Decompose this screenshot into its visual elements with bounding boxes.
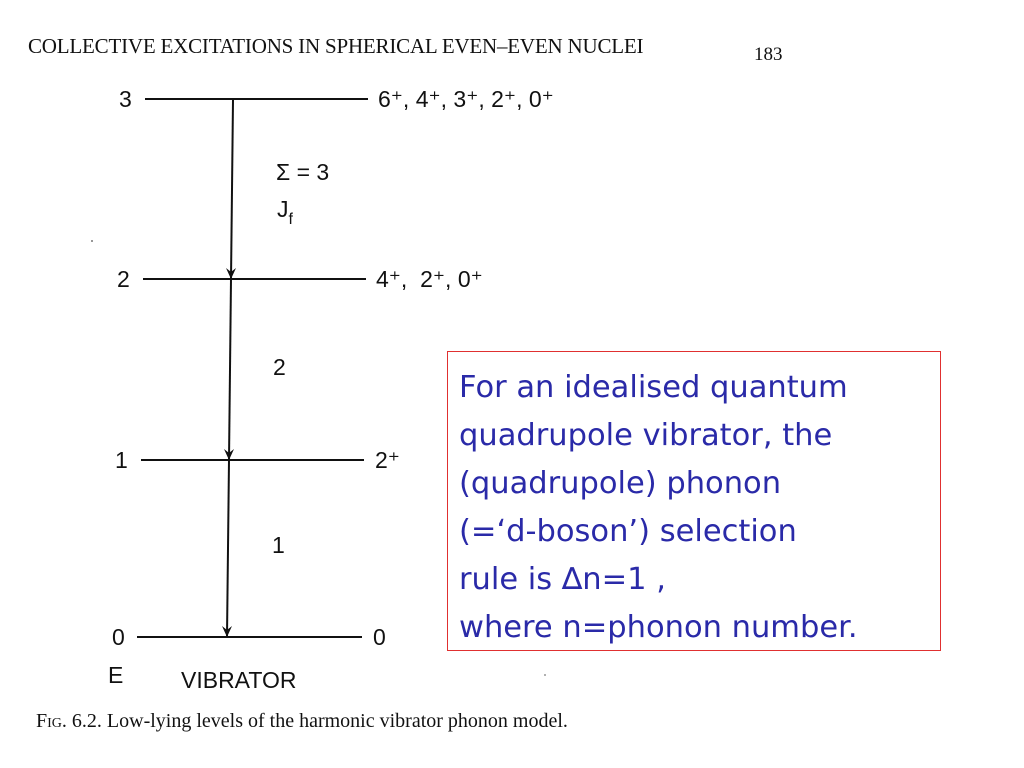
page-header-title: COLLECTIVE EXCITATIONS IN SPHERICAL EVEN–EVEN NUCLEI — [28, 34, 644, 58]
level-spins-0: 0 — [373, 624, 386, 650]
note-line: (quadrupole) phonon — [459, 466, 782, 501]
figure-caption-text: Low-lying levels of the harmonic vibrator phonon model. — [106, 710, 568, 732]
page-number: 183 — [754, 44, 783, 65]
level-n-label-2: 2 — [117, 266, 130, 292]
note-line: (=‘d-boson’) selection — [459, 514, 797, 549]
note-line: where n=phonon number. — [459, 610, 858, 645]
gap-label-2: 2 — [273, 354, 286, 380]
figure-number: Fig. 6.2. — [36, 710, 102, 732]
figure-caption — [36, 710, 568, 733]
note-line: For an idealised quantum — [459, 370, 848, 405]
gap-label-1: 1 — [272, 532, 285, 558]
level-n-label-3: 3 — [119, 86, 132, 112]
transition-arrow-3-2 — [231, 100, 233, 279]
scan-speck — [91, 240, 93, 242]
sigma-label: Σ = 3 — [276, 159, 330, 185]
annotation-box — [447, 351, 941, 651]
level-spins-2: 4⁺, 2⁺, 0⁺ — [376, 266, 483, 292]
level-n-label-1: 1 — [115, 447, 128, 473]
transition-arrow-1-0 — [227, 460, 229, 637]
energy-axis-label: E — [108, 662, 124, 688]
level-spins-3: 6⁺, 4⁺, 3⁺, 2⁺, 0⁺ — [378, 86, 554, 112]
note-line: quadrupole vibrator, the — [459, 418, 833, 453]
note-line: rule is ∆n=1 , — [459, 562, 666, 597]
scan-speck — [544, 674, 546, 676]
jf-label: $J_f$ — [277, 196, 293, 228]
model-label: VIBRATOR — [181, 667, 297, 693]
level-spins-1: 2⁺ — [375, 447, 400, 473]
transition-arrow-2-1 — [229, 279, 231, 460]
level-n-label-0: 0 — [112, 624, 125, 650]
